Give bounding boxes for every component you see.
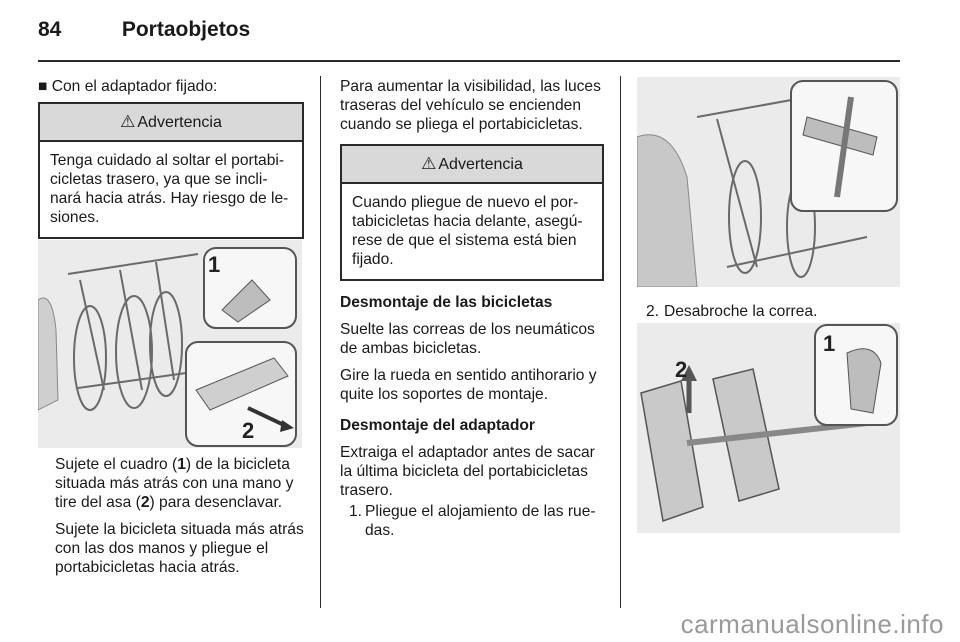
callout-2: 2 <box>242 418 255 443</box>
callout-1: 1 <box>823 331 836 356</box>
warning-title-bar <box>342 146 602 184</box>
column-3-step <box>646 302 896 321</box>
car-bike-drawing <box>637 77 900 287</box>
section-paragraph: Gire la rueda en sentido antihorario y quite los soportes de montaje. <box>340 367 597 403</box>
page-header <box>38 18 250 42</box>
column-1 <box>38 77 304 239</box>
bike-carrier-illustration <box>38 240 302 448</box>
callout-1: 1 <box>208 252 221 277</box>
warning-title: Advertencia <box>438 156 523 173</box>
warning-box <box>340 144 604 281</box>
column-divider <box>320 76 321 608</box>
numbered-step <box>340 502 604 540</box>
numbered-step <box>646 302 896 321</box>
section-paragraph: Extraiga el adaptador antes de sacar la última bicicleta del portabicicletas trasero. <box>340 444 595 499</box>
warning-icon: ⚠ <box>120 112 136 131</box>
column-1-steps <box>55 455 305 585</box>
step-text: Pliegue el alojamiento de las rue-das. <box>365 503 596 539</box>
intro-paragraph: Para aumentar la visibilidad, las luces traseras del vehículo se encienden cuando se pliega el portabicicletas. <box>340 78 601 133</box>
column-divider <box>620 76 621 608</box>
step-text: Desabroche la correa. <box>664 303 818 320</box>
page-title: Portaobjetos <box>121 18 251 41</box>
bullet-intro: ■ Con el adaptador fijado: <box>38 78 218 95</box>
strap-drawing <box>637 323 900 533</box>
strap-illustration <box>637 323 900 533</box>
warning-title-bar <box>40 104 302 142</box>
warning-title: Advertencia <box>137 114 222 131</box>
section-heading: Desmontaje de las bicicletas <box>340 294 553 311</box>
step-number: 2. <box>646 303 660 320</box>
page-number: 84 <box>38 18 62 41</box>
step-number: 1. <box>349 503 363 520</box>
header-rule <box>38 60 900 62</box>
instruction-paragraph: Sujete el cuadro (1) de la bicicleta situada más atrás con una mano y tire del asa (2) para desenclavar. <box>55 456 294 511</box>
section-paragraph: Suelte las correas de los neumáticos de ambas bicicletas. <box>340 321 595 357</box>
warning-icon: ⚠ <box>421 154 437 173</box>
warning-text: Tenga cuidado al soltar el portabi-cicletas trasero, ya que se incli-nará hacia atrás. Hay riesgo de le-siones. <box>50 152 289 226</box>
section-heading: Desmontaje del adaptador <box>340 417 535 434</box>
warning-box <box>38 102 304 239</box>
warning-text: Cuando pliegue de nuevo el por-tabicicletas hacia delante, asegú-rese de que el sistema está bien fijado. <box>352 194 583 268</box>
watermark: carmanualsonline.info <box>680 609 944 639</box>
car-bike-illustration <box>637 77 900 287</box>
instruction-paragraph: Sujete la bicicleta situada más atrás con las dos manos y pliegue el portabicicletas hacia atrás. <box>55 521 304 576</box>
column-2 <box>340 77 604 540</box>
bike-carrier-drawing <box>38 240 302 448</box>
callout-2: 2 <box>675 357 688 382</box>
